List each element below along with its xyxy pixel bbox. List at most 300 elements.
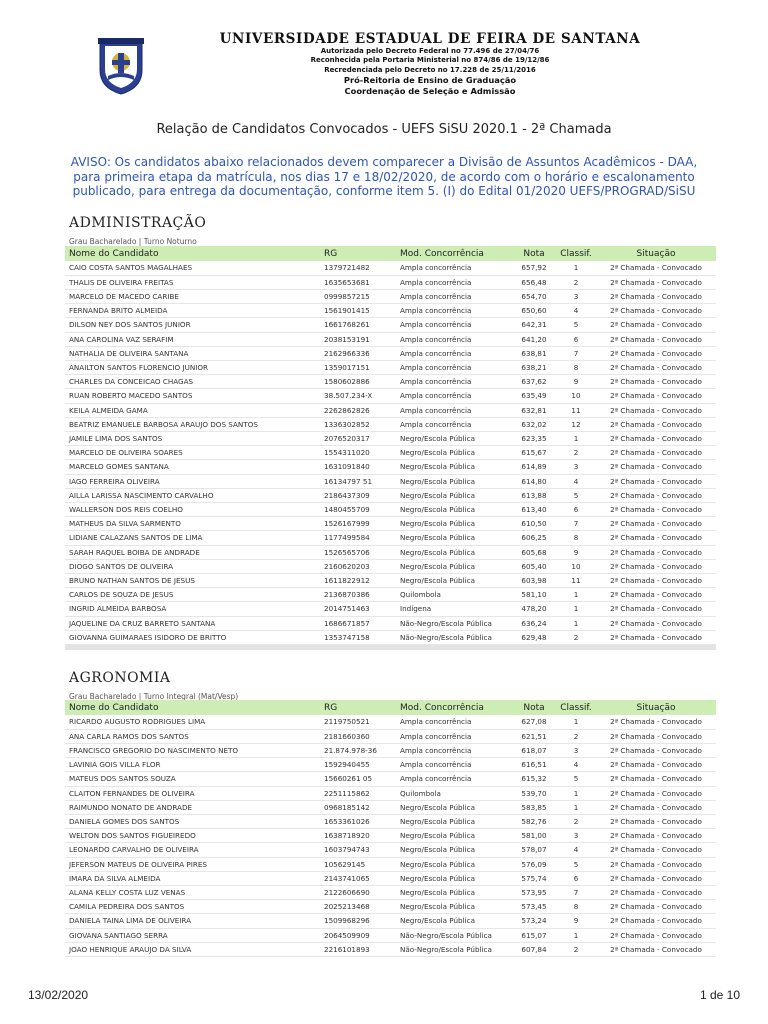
cell-modalidade: Negro/Escola Pública: [396, 474, 512, 488]
cell-modalidade: Negro/Escola Pública: [396, 857, 512, 871]
cell-situacao: 2ª Chamada - Convocado: [596, 304, 716, 318]
cell-rg: 2122606690: [320, 885, 396, 899]
cell-rg: 1526565706: [320, 545, 396, 559]
cell-modalidade: Negro/Escola Pública: [396, 573, 512, 587]
table-row: [65, 871, 716, 885]
cell-rg: 1611822912: [320, 573, 396, 587]
cell-nome: MATEUS DOS SANTOS SOUZA: [65, 772, 320, 786]
cell-rg: 1580602886: [320, 375, 396, 389]
cell-modalidade: Ampla concorrência: [396, 417, 512, 431]
cell-classif: 8: [556, 360, 596, 374]
cell-nota: 615,67: [512, 446, 556, 460]
cell-situacao: 2ª Chamada - Convocado: [596, 517, 716, 531]
university-name: UNIVERSIDADE ESTADUAL DE FEIRA DE SANTANA: [219, 31, 641, 47]
cell-nota: 583,85: [512, 800, 556, 814]
cell-nota: 605,40: [512, 559, 556, 573]
cell-nota: 605,68: [512, 545, 556, 559]
cell-modalidade: Ampla concorrência: [396, 715, 512, 729]
cell-situacao: 2ª Chamada - Convocado: [596, 942, 716, 956]
cell-situacao: 2ª Chamada - Convocado: [596, 814, 716, 828]
col-header-classif: Classif.: [560, 248, 592, 259]
cell-modalidade: Ampla concorrência: [396, 375, 512, 389]
table-row: [65, 261, 716, 275]
table-row: [65, 332, 716, 346]
cell-rg: 1509968296: [320, 914, 396, 928]
cell-classif: 2: [556, 446, 596, 460]
table-row: [65, 389, 716, 403]
cell-situacao: 2ª Chamada - Convocado: [596, 857, 716, 871]
cell-rg: 1661768261: [320, 318, 396, 332]
cell-situacao: 2ª Chamada - Convocado: [596, 914, 716, 928]
cell-classif: 9: [556, 545, 596, 559]
cell-situacao: 2ª Chamada - Convocado: [596, 885, 716, 899]
table-row: [65, 573, 716, 587]
cell-rg: 1379721482: [320, 261, 396, 275]
cell-situacao: 2ª Chamada - Convocado: [596, 829, 716, 843]
cell-nome: FERNANDA BRITO ALMEIDA: [65, 304, 320, 318]
cell-situacao: 2ª Chamada - Convocado: [596, 502, 716, 516]
cell-classif: 1: [556, 261, 596, 275]
header-line-2: Reconhecida pela Portaria Ministerial no 874/86 de 19/12/86: [310, 56, 550, 65]
cell-situacao: 2ª Chamada - Convocado: [596, 346, 716, 360]
cell-nome: FRANCISCO GREGORIO DO NASCIMENTO NETO: [65, 743, 320, 757]
cell-nome: AILLA LARISSA NASCIMENTO CARVALHO: [65, 488, 320, 502]
table-row: [65, 446, 716, 460]
cell-rg: 2160620203: [320, 559, 396, 573]
cell-classif: 4: [556, 843, 596, 857]
cell-modalidade: Ampla concorrência: [396, 275, 512, 289]
cell-situacao: 2ª Chamada - Convocado: [596, 729, 716, 743]
table-row: [65, 474, 716, 488]
cell-nome: NATHALIA DE OLIVEIRA SANTANA: [65, 346, 320, 360]
cell-situacao: 2ª Chamada - Convocado: [596, 332, 716, 346]
cell-classif: 8: [556, 900, 596, 914]
table-row: [65, 857, 716, 871]
cell-classif: 2: [556, 942, 596, 956]
cell-classif: 5: [556, 488, 596, 502]
cell-nome: KEILA ALMEIDA GAMA: [65, 403, 320, 417]
cell-nota: 637,62: [512, 375, 556, 389]
cell-classif: 7: [556, 517, 596, 531]
cell-nota: 616,51: [512, 758, 556, 772]
cell-modalidade: Negro/Escola Pública: [396, 829, 512, 843]
cell-modalidade: Ampla concorrência: [396, 360, 512, 374]
cell-nome: BRUNO NATHAN SANTOS DE JESUS: [65, 573, 320, 587]
cell-classif: 9: [556, 375, 596, 389]
cell-modalidade: Negro/Escola Pública: [396, 914, 512, 928]
cell-classif: 1: [556, 928, 596, 942]
cell-modalidade: Ampla concorrência: [396, 743, 512, 757]
cell-rg: 1638718920: [320, 829, 396, 843]
cell-rg: 15660261 05: [320, 772, 396, 786]
cell-classif: 7: [556, 885, 596, 899]
cell-nota: 629,48: [512, 630, 556, 644]
cell-rg: 1686671857: [320, 616, 396, 630]
cell-nome: JAMILE LIMA DOS SANTOS: [65, 431, 320, 445]
cell-nome: MARCELO GOMES SANTANA: [65, 460, 320, 474]
university-logo: [96, 36, 146, 96]
cell-nota: 614,80: [512, 474, 556, 488]
cell-situacao: 2ª Chamada - Convocado: [596, 275, 716, 289]
cell-classif: 2: [556, 630, 596, 644]
cell-nota: 573,45: [512, 900, 556, 914]
cell-nota: 606,25: [512, 531, 556, 545]
cell-classif: 3: [556, 829, 596, 843]
cell-nota: 641,20: [512, 332, 556, 346]
table-row: [65, 715, 716, 729]
cell-nota: 650,60: [512, 304, 556, 318]
cell-nota: 615,07: [512, 928, 556, 942]
cell-rg: 1177499584: [320, 531, 396, 545]
cell-nota: 638,81: [512, 346, 556, 360]
table-row: [65, 431, 716, 445]
cell-modalidade: Negro/Escola Pública: [396, 460, 512, 474]
cell-rg: 2143741065: [320, 871, 396, 885]
cell-classif: 12: [556, 417, 596, 431]
section-title-agronomia: AGRONOMIA: [69, 670, 171, 686]
cell-rg: 2119750521: [320, 715, 396, 729]
cell-rg: 1480455709: [320, 502, 396, 516]
cell-situacao: 2ª Chamada - Convocado: [596, 573, 716, 587]
table-row: [65, 900, 716, 914]
cell-rg: 0999857215: [320, 289, 396, 303]
cell-modalidade: Não-Negro/Escola Pública: [396, 616, 512, 630]
cell-nome: GIOVANA SANTIAGO SERRA: [65, 928, 320, 942]
cell-situacao: 2ª Chamada - Convocado: [596, 417, 716, 431]
cell-situacao: 2ª Chamada - Convocado: [596, 800, 716, 814]
cell-modalidade: Não-Negro/Escola Pública: [396, 928, 512, 942]
cell-situacao: 2ª Chamada - Convocado: [596, 488, 716, 502]
cell-modalidade: Ampla concorrência: [396, 318, 512, 332]
cell-classif: 10: [556, 389, 596, 403]
table-row: [65, 545, 716, 559]
table-row: [65, 403, 716, 417]
cell-nota: 613,40: [512, 502, 556, 516]
cell-rg: 105629145: [320, 857, 396, 871]
table-row: [65, 829, 716, 843]
cell-rg: 2181660360: [320, 729, 396, 743]
cell-modalidade: Negro/Escola Pública: [396, 545, 512, 559]
cell-situacao: 2ª Chamada - Convocado: [596, 588, 716, 602]
cell-modalidade: Negro/Escola Pública: [396, 431, 512, 445]
cell-situacao: 2ª Chamada - Convocado: [596, 545, 716, 559]
cell-modalidade: Negro/Escola Pública: [396, 488, 512, 502]
cell-rg: 1561901415: [320, 304, 396, 318]
cell-nota: 581,10: [512, 588, 556, 602]
table-row: [65, 531, 716, 545]
cell-rg: 38.507.234-X: [320, 389, 396, 403]
header-line-1: Autorizada pelo Decreto Federal no 77.496 de 27/04/76: [320, 47, 540, 55]
cell-nome: MARCELO DE MACEDO CARIBE: [65, 289, 320, 303]
cell-situacao: 2ª Chamada - Convocado: [596, 758, 716, 772]
cell-nome: CAMILA PEDREIRA DOS SANTOS: [65, 900, 320, 914]
cell-nota: 615,32: [512, 772, 556, 786]
table-row: [65, 460, 716, 474]
cell-rg: 1336302852: [320, 417, 396, 431]
col-header-nome: Nome do Candidato: [69, 248, 159, 259]
cell-situacao: 2ª Chamada - Convocado: [596, 360, 716, 374]
cell-classif: 3: [556, 743, 596, 757]
table-row: [65, 772, 716, 786]
cell-nota: 613,88: [512, 488, 556, 502]
cell-classif: 3: [556, 460, 596, 474]
cell-modalidade: Negro/Escola Pública: [396, 531, 512, 545]
cell-nota: 657,92: [512, 261, 556, 275]
cell-situacao: 2ª Chamada - Convocado: [596, 786, 716, 800]
cell-situacao: 2ª Chamada - Convocado: [596, 871, 716, 885]
cell-nome: ALANA KELLY COSTA LUZ VENAS: [65, 885, 320, 899]
cell-rg: 2162966336: [320, 346, 396, 360]
cell-situacao: 2ª Chamada - Convocado: [596, 843, 716, 857]
cell-classif: 1: [556, 800, 596, 814]
cell-situacao: 2ª Chamada - Convocado: [596, 289, 716, 303]
col-header-modalidade: Mod. Concorrência: [400, 248, 484, 259]
cell-modalidade: Negro/Escola Pública: [396, 446, 512, 460]
header-line-3: Recredenciada pelo Decreto no 17.228 de 25/11/2016: [324, 65, 536, 74]
cell-classif: 4: [556, 474, 596, 488]
cell-modalidade: Negro/Escola Pública: [396, 502, 512, 516]
cell-nota: 578,07: [512, 843, 556, 857]
cell-modalidade: Negro/Escola Pública: [396, 885, 512, 899]
cell-situacao: 2ª Chamada - Convocado: [596, 446, 716, 460]
cell-classif: 10: [556, 559, 596, 573]
cell-modalidade: Negro/Escola Pública: [396, 517, 512, 531]
cell-rg: 1653361026: [320, 814, 396, 828]
cell-nota: 618,07: [512, 743, 556, 757]
cell-nome: MARCELO DE OLIVEIRA SOARES: [65, 446, 320, 460]
cell-classif: 6: [556, 871, 596, 885]
cell-modalidade: Negro/Escola Pública: [396, 843, 512, 857]
table-row: [65, 800, 716, 814]
cell-rg: 2014751463: [320, 602, 396, 616]
cell-nota: 636,24: [512, 616, 556, 630]
cell-modalidade: Quilombola: [396, 786, 512, 800]
table-row: [65, 488, 716, 502]
table-row: [65, 928, 716, 942]
cell-modalidade: Negro/Escola Pública: [396, 800, 512, 814]
cell-classif: 8: [556, 531, 596, 545]
col-header-nome: Nome do Candidato: [69, 702, 159, 713]
table-row: [65, 602, 716, 616]
cell-nota: 603,98: [512, 573, 556, 587]
table-row: [65, 616, 716, 630]
cell-nome: DIOGO SANTOS DE OLIVEIRA: [65, 559, 320, 573]
cell-classif: 11: [556, 573, 596, 587]
col-header-situacao: Situação: [636, 248, 676, 259]
cell-situacao: 2ª Chamada - Convocado: [596, 318, 716, 332]
cell-rg: 2216101893: [320, 942, 396, 956]
cell-modalidade: Ampla concorrência: [396, 304, 512, 318]
cell-nota: 623,35: [512, 431, 556, 445]
cell-nota: 539,70: [512, 786, 556, 800]
cell-classif: 1: [556, 786, 596, 800]
cell-situacao: 2ª Chamada - Convocado: [596, 602, 716, 616]
table-row: [65, 502, 716, 516]
cell-rg: 16134797 51: [320, 474, 396, 488]
cell-modalidade: Ampla concorrência: [396, 332, 512, 346]
cell-nota: 638,21: [512, 360, 556, 374]
cell-nome: LEONARDO CARVALHO DE OLIVEIRA: [65, 843, 320, 857]
cell-modalidade: Indígena: [396, 602, 512, 616]
table-row: [65, 743, 716, 757]
cell-classif: 4: [556, 304, 596, 318]
col-header-rg: RG: [324, 702, 338, 713]
col-header-rg: RG: [324, 248, 338, 259]
cell-rg: 2186437309: [320, 488, 396, 502]
cell-situacao: 2ª Chamada - Convocado: [596, 900, 716, 914]
cell-nome: IAGO FERREIRA OLIVEIRA: [65, 474, 320, 488]
cell-rg: 2262862826: [320, 403, 396, 417]
cell-modalidade: Negro/Escola Pública: [396, 814, 512, 828]
col-header-nota: Nota: [523, 702, 545, 713]
cell-nota: 478,20: [512, 602, 556, 616]
cell-rg: 0968185142: [320, 800, 396, 814]
cell-situacao: 2ª Chamada - Convocado: [596, 928, 716, 942]
table-row: [65, 814, 716, 828]
cell-nota: 582,76: [512, 814, 556, 828]
cell-situacao: 2ª Chamada - Convocado: [596, 531, 716, 545]
table-row: [65, 843, 716, 857]
page-title: Relação de Candidatos Convocados - UEFS SiSU 2020.1 - 2ª Chamada: [156, 122, 612, 137]
cell-nome: IMARA DA SILVA ALMEIDA: [65, 871, 320, 885]
col-header-nota: Nota: [523, 248, 545, 259]
cell-classif: 5: [556, 772, 596, 786]
cell-modalidade: Ampla concorrência: [396, 758, 512, 772]
cell-nota: 614,89: [512, 460, 556, 474]
table-row: [65, 417, 716, 431]
cell-nota: 573,95: [512, 885, 556, 899]
cell-situacao: 2ª Chamada - Convocado: [596, 559, 716, 573]
cell-nome: JEFERSON MATEUS DE OLIVEIRA PIRES: [65, 857, 320, 871]
cell-modalidade: Quilombola: [396, 588, 512, 602]
document-header: [150, 32, 710, 98]
cell-nome: LAVINIA GOIS VILLA FLOR: [65, 758, 320, 772]
cell-situacao: 2ª Chamada - Convocado: [596, 772, 716, 786]
cell-rg: 21.874.978-36: [320, 743, 396, 757]
cell-nota: 621,51: [512, 729, 556, 743]
cell-situacao: 2ª Chamada - Convocado: [596, 403, 716, 417]
cell-nota: 610,50: [512, 517, 556, 531]
cell-nome: RICARDO AUGUSTO RODRIGUES LIMA: [65, 715, 320, 729]
cell-modalidade: Ampla concorrência: [396, 772, 512, 786]
cell-nota: 656,48: [512, 275, 556, 289]
cell-classif: 6: [556, 332, 596, 346]
cell-classif: 1: [556, 431, 596, 445]
cell-nome: DILSON NEY DOS SANTOS JUNIOR: [65, 318, 320, 332]
cell-classif: 1: [556, 602, 596, 616]
table-row: [65, 346, 716, 360]
cell-modalidade: Ampla concorrência: [396, 289, 512, 303]
footer-page-number: 1 de 10: [699, 988, 740, 1002]
cell-nome: SARAH RAQUEL BOIBA DE ANDRADE: [65, 545, 320, 559]
cell-modalidade: Não-Negro/Escola Pública: [396, 942, 512, 956]
table-header-row: [65, 246, 716, 261]
cell-modalidade: Ampla concorrência: [396, 261, 512, 275]
table-row: [65, 630, 716, 644]
cell-rg: 1359017151: [320, 360, 396, 374]
cell-nota: 654,70: [512, 289, 556, 303]
table-row: [65, 942, 716, 956]
cell-situacao: 2ª Chamada - Convocado: [596, 616, 716, 630]
cell-situacao: 2ª Chamada - Convocado: [596, 389, 716, 403]
cell-rg: 1592940455: [320, 758, 396, 772]
cell-classif: 7: [556, 346, 596, 360]
cell-nome: WELTON DOS SANTOS FIGUEIREDO: [65, 829, 320, 843]
cell-situacao: 2ª Chamada - Convocado: [596, 375, 716, 389]
candidates-table-agronomia: [65, 700, 716, 957]
col-header-modalidade: Mod. Concorrência: [400, 702, 484, 713]
cell-classif: 5: [556, 857, 596, 871]
table-row: [65, 517, 716, 531]
cell-nome: INGRID ALMEIDA BARBOSA: [65, 602, 320, 616]
cell-rg: 2025213468: [320, 900, 396, 914]
cell-classif: 5: [556, 318, 596, 332]
cell-nome: CARLOS DE SOUZA DE JESUS: [65, 588, 320, 602]
cell-classif: 6: [556, 502, 596, 516]
cell-rg: 1554311020: [320, 446, 396, 460]
cell-classif: 11: [556, 403, 596, 417]
cell-nome: LIDIANE CALAZANS SANTOS DE LIMA: [65, 531, 320, 545]
table-row: [65, 360, 716, 374]
cell-modalidade: Negro/Escola Pública: [396, 900, 512, 914]
cell-nome: DANIELA TAINA LIMA DE OLIVEIRA: [65, 914, 320, 928]
cell-situacao: 2ª Chamada - Convocado: [596, 261, 716, 275]
cell-nome: RUAN ROBERTO MACEDO SANTOS: [65, 389, 320, 403]
table-row: [65, 375, 716, 389]
table-row: [65, 559, 716, 573]
cell-nota: 575,74: [512, 871, 556, 885]
cell-nome: RAIMUNDO NONATO DE ANDRADE: [65, 800, 320, 814]
section-subtitle-agronomia: Grau Bacharelado | Turno Integral (Mat/Vesp): [69, 692, 239, 701]
cell-rg: 2076520317: [320, 431, 396, 445]
cell-classif: 2: [556, 729, 596, 743]
table-footer-bar: [65, 644, 716, 650]
cell-rg: 2064509909: [320, 928, 396, 942]
cell-situacao: 2ª Chamada - Convocado: [596, 460, 716, 474]
cell-nota: 635,49: [512, 389, 556, 403]
section-subtitle-administracao: Grau Bacharelado | Turno Noturno: [69, 237, 197, 246]
cell-nota: 576,09: [512, 857, 556, 871]
table-row: [65, 304, 716, 318]
cell-classif: 2: [556, 814, 596, 828]
cell-nome: DANIELA GOMES DOS SANTOS: [65, 814, 320, 828]
cell-nome: ANA CAROLINA VAZ SERAFIM: [65, 332, 320, 346]
cell-rg: 1353747158: [320, 630, 396, 644]
candidates-table-administracao: [65, 246, 716, 650]
header-line-4: Pró-Reitoria de Ensino de Graduação: [343, 74, 517, 85]
cell-nome: GIOVANNA GUIMARAES ISIDORO DE BRITTO: [65, 630, 320, 644]
cell-nota: 632,81: [512, 403, 556, 417]
cell-nome: JOAO HENRIQUE ARAUJO DA SILVA: [65, 942, 320, 956]
cell-classif: 1: [556, 588, 596, 602]
cell-situacao: 2ª Chamada - Convocado: [596, 630, 716, 644]
col-header-classif: Classif.: [560, 702, 592, 713]
cell-situacao: 2ª Chamada - Convocado: [596, 743, 716, 757]
cell-nota: 642,31: [512, 318, 556, 332]
cell-nome: ANAILTON SANTOS FLORENCIO JUNIOR: [65, 360, 320, 374]
cell-nome: ANA CARLA RAMOS DOS SANTOS: [65, 729, 320, 743]
cell-nome: CAIO COSTA SANTOS MAGALHAES: [65, 261, 320, 275]
table-row: [65, 318, 716, 332]
cell-modalidade: Ampla concorrência: [396, 729, 512, 743]
table-row: [65, 729, 716, 743]
cell-rg: 1635653681: [320, 275, 396, 289]
table-row: [65, 885, 716, 899]
cell-classif: 4: [556, 758, 596, 772]
cell-rg: 1603794743: [320, 843, 396, 857]
cell-nota: 607,84: [512, 942, 556, 956]
cell-modalidade: Não-Negro/Escola Pública: [396, 630, 512, 644]
